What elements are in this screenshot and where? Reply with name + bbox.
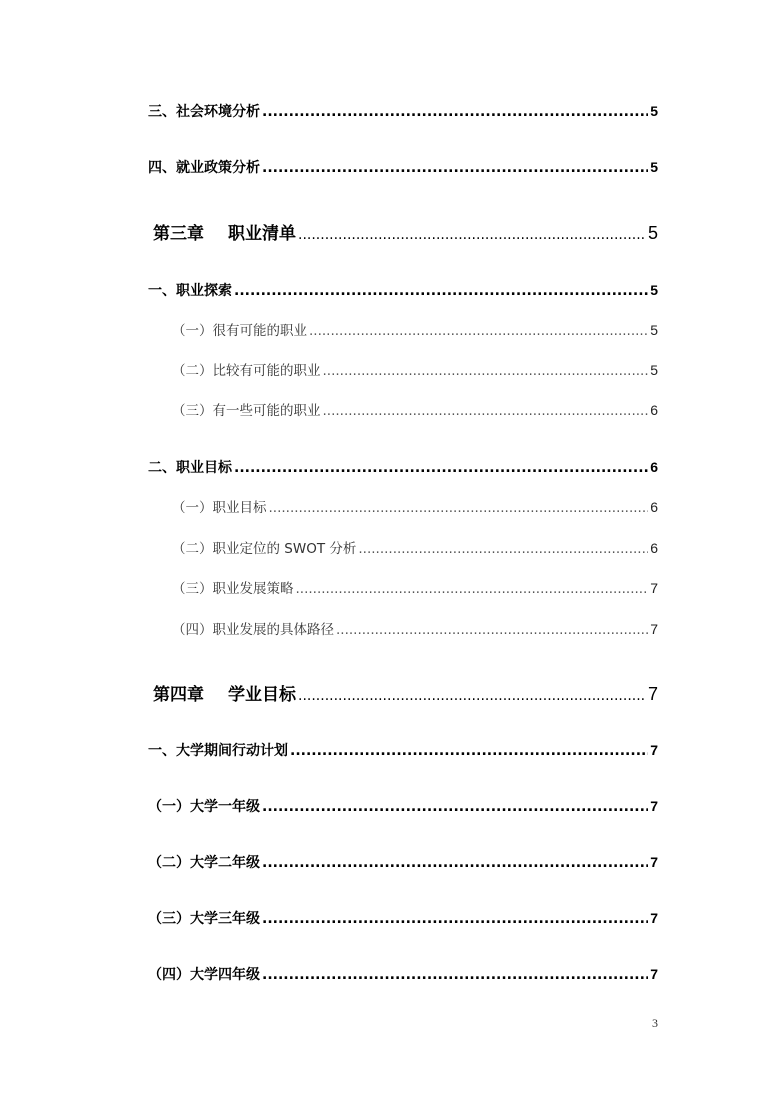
dot-leader — [262, 104, 648, 122]
toc-entry-swot-analysis[interactable] — [172, 540, 658, 558]
toc-entry-employment-policy[interactable] — [148, 159, 658, 178]
toc-page-number: 5 — [650, 103, 658, 119]
toc-page-number: 5 — [647, 223, 658, 243]
toc-page-number: 7 — [647, 684, 658, 704]
toc-page-number: 5 — [650, 159, 658, 175]
dot-leader — [323, 403, 649, 420]
toc-page-number: 5 — [650, 362, 658, 378]
toc-page-number: 5 — [650, 282, 658, 298]
toc-page-number: 7 — [650, 742, 658, 758]
toc-page-number: 7 — [650, 910, 658, 926]
toc-entry-development-path[interactable] — [172, 621, 658, 639]
toc-label: 二、职业目标 — [148, 460, 232, 476]
toc-label: （一）职业目标 — [172, 500, 267, 516]
toc-entry-career-goals[interactable] — [148, 459, 658, 478]
toc-entry-career-exploration[interactable] — [148, 282, 658, 301]
dot-leader — [336, 622, 648, 639]
toc-entry-somewhat-possible-careers[interactable] — [172, 402, 658, 420]
toc-chapter-heading — [153, 224, 296, 245]
toc-page-number: 7 — [650, 854, 658, 870]
dot-leader — [234, 460, 648, 478]
toc-entry-university-action-plan[interactable] — [148, 742, 658, 761]
toc-entry-year-2[interactable] — [148, 854, 658, 873]
chapter-title: 学业目标 — [228, 685, 296, 705]
toc-label: （三）职业发展策略 — [172, 581, 294, 597]
toc-label: 一、大学期间行动计划 — [148, 743, 288, 759]
dot-leader — [262, 967, 648, 985]
dot-leader — [262, 855, 648, 873]
dot-leader — [358, 541, 648, 558]
toc-label: （一）大学一年级 — [148, 799, 260, 815]
toc-page-number: 5 — [650, 322, 658, 338]
dot-leader — [323, 363, 649, 380]
toc-page-number: 7 — [650, 798, 658, 814]
chapter-title: 职业清单 — [228, 224, 296, 244]
toc-label: 三、社会环境分析 — [148, 104, 260, 120]
toc-page-number: 7 — [650, 966, 658, 982]
dot-leader — [262, 911, 648, 929]
toc-entry-chapter-4[interactable] — [153, 683, 658, 706]
dot-leader — [262, 799, 648, 817]
toc-entry-fairly-possible-careers[interactable] — [172, 362, 658, 380]
toc-page-number: 6 — [650, 499, 658, 515]
toc-entry-chapter-3[interactable] — [153, 222, 658, 245]
toc-page-number: 6 — [650, 459, 658, 475]
dot-leader — [296, 581, 649, 598]
toc-page-number: 6 — [650, 402, 658, 418]
toc-label: （三）大学三年级 — [148, 911, 260, 927]
chapter-number: 第四章 — [153, 685, 204, 705]
dot-leader — [262, 160, 648, 178]
toc-label: 四、就业政策分析 — [148, 160, 260, 176]
toc-label: （二）职业定位的 SWOT 分析 — [172, 541, 357, 557]
chapter-number: 第三章 — [153, 224, 204, 244]
toc-label: （二）大学二年级 — [148, 855, 260, 871]
dot-leader — [234, 283, 648, 301]
toc-label: 一、职业探索 — [148, 283, 232, 299]
toc-entry-development-strategy[interactable] — [172, 580, 658, 598]
toc-label: （一）很有可能的职业 — [172, 323, 307, 339]
toc-entry-social-environment[interactable] — [148, 103, 658, 122]
toc-page-number: 7 — [650, 580, 658, 596]
page-footer-number: 3 — [652, 1016, 658, 1030]
toc-label: （三）有一些可能的职业 — [172, 403, 321, 419]
toc-entry-year-1[interactable] — [148, 798, 658, 817]
dot-leader — [290, 743, 648, 761]
dot-leader — [298, 688, 646, 706]
toc-entry-year-4[interactable] — [148, 966, 658, 985]
dot-leader — [309, 323, 648, 340]
toc-entry-very-possible-careers[interactable] — [172, 322, 658, 340]
toc-label: （四）职业发展的具体路径 — [172, 622, 334, 638]
dot-leader — [269, 500, 649, 517]
toc-page-number: 7 — [650, 621, 658, 637]
toc-label: （二）比较有可能的职业 — [172, 363, 321, 379]
toc-entry-career-goal[interactable] — [172, 499, 658, 517]
toc-entry-year-3[interactable] — [148, 910, 658, 929]
dot-leader — [298, 227, 646, 245]
toc-chapter-heading — [153, 685, 296, 706]
toc-label: （四）大学四年级 — [148, 967, 260, 983]
toc-page-number: 6 — [650, 540, 658, 556]
